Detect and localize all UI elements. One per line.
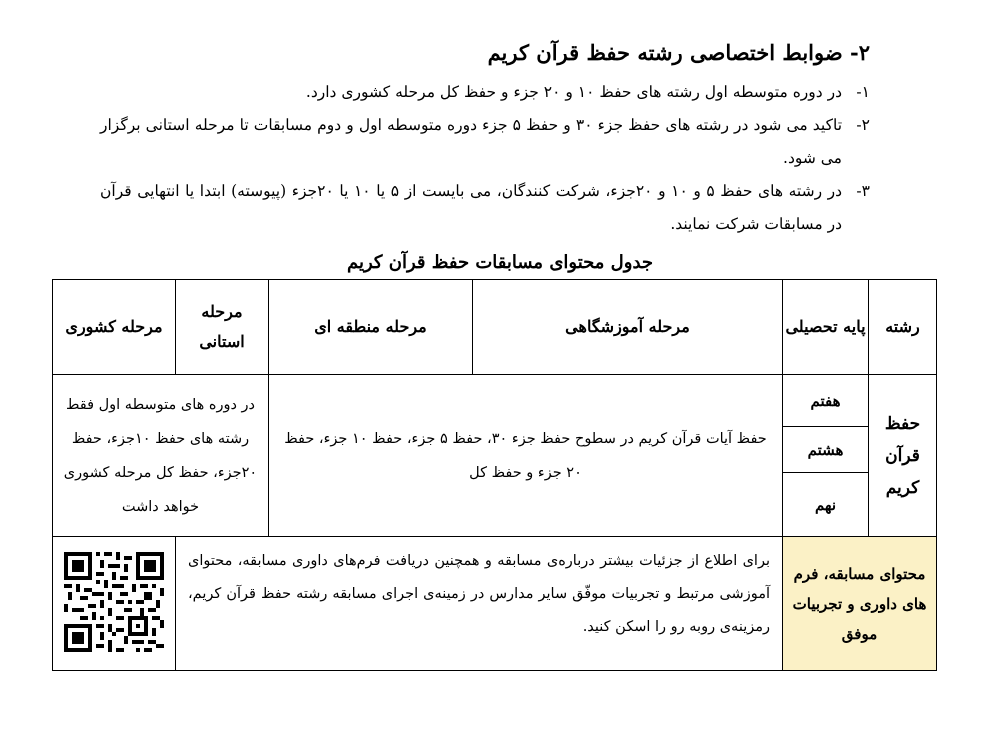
- info-text-cell: برای اطلاع از جزئیات بیشتر درباره‌ی مسابقه و همچنین دریافت فرم‌های داوری مسابقه، محتوای آموزشی مرتبط و تجربیات موفّق سایر مدارس در زمینه‌ی اجرای مسابقه رشته حفظ قرآن کریم، رمزینه‌ی روبه رو را اسکن کنید.: [176, 537, 783, 671]
- list-item: [100, 175, 870, 241]
- provincial-national-content: در دوره های متوسطه اول فقط رشته های حفظ ۱۰جزء، حفظ ۲۰جزء، حفظ کل مرحله کشوری خواهد داشت: [53, 375, 269, 537]
- list-item-text: در رشته های حفظ ۵ و ۱۰ و ۲۰جزء، شرکت کنندگان، می بایست از ۵ یا ۱۰ یا ۲۰جزء (پیوسته) ابتدا یا انتهایی قرآن در مسابقات شرکت نمایند.: [100, 182, 843, 233]
- header-grade: پایه تحصیلی: [783, 280, 869, 375]
- header-national-stage: مرحله کشوری: [53, 280, 176, 375]
- school-regional-content: حفظ آیات قرآن کریم در سطوح حفظ جزء ۳۰، حفظ ۵ جزء، حفظ ۱۰ جزء، حفظ ۲۰ جزء و حفظ کل: [269, 375, 783, 537]
- competition-table: [52, 279, 937, 671]
- list-item: [100, 109, 870, 175]
- list-item-number: ۱-: [856, 83, 870, 101]
- grade-cell: هفتم: [783, 375, 869, 427]
- table-row: [53, 375, 937, 427]
- section-heading: ۲- ضوابط اختصاصی رشته حفظ قرآن کریم: [487, 40, 870, 65]
- list-item-text: تاکید می شود در رشته های حفظ جزء ۳۰ و حفظ ۵ جزء دوره متوسطه اول و دوم مسابقات تا مرحله استانی برگزار می شود.: [100, 116, 843, 167]
- qr-cell[interactable]: [53, 537, 176, 671]
- table-header-row: [53, 280, 937, 375]
- header-field: رشته: [869, 280, 937, 375]
- list-item-text: در دوره متوسطه اول رشته های حفظ ۱۰ و ۲۰ جزء و حفظ کل مرحله کشوری دارد.: [305, 83, 842, 101]
- list-item: [100, 76, 870, 109]
- list-item-number: ۲-: [856, 116, 870, 134]
- field-name-cell: حفظ قرآن کریم: [869, 375, 937, 537]
- rules-list: [100, 76, 870, 241]
- qr-code-icon[interactable]: [64, 552, 164, 652]
- header-school-stage: مرحله آموزشگاهی: [473, 280, 783, 375]
- info-row: [53, 537, 937, 671]
- table-title: جدول محتوای مسابقات حفظ قرآن کریم: [346, 252, 654, 273]
- grade-cell: نهم: [783, 473, 869, 537]
- list-item-number: ۳-: [856, 182, 870, 200]
- header-regional-stage: مرحله منطقه ای: [269, 280, 473, 375]
- header-provincial-stage: مرحله استانی: [176, 280, 269, 375]
- info-label-cell: محتوای مسابقه، فرم های داوری و تجربیات موفق: [783, 537, 937, 671]
- grade-cell: هشتم: [783, 427, 869, 473]
